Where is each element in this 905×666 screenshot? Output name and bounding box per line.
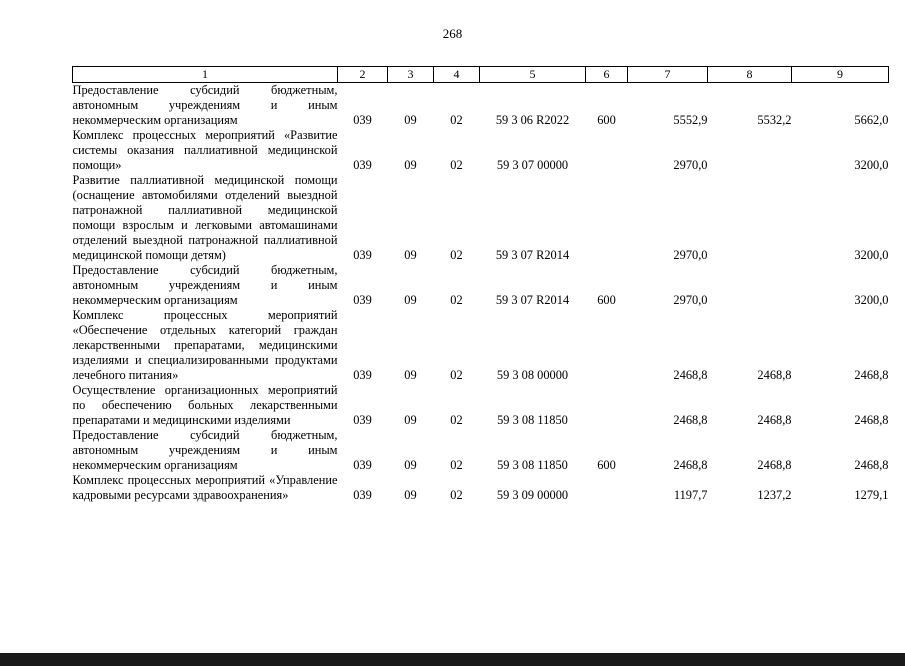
row-cell: 600 (597, 113, 616, 127)
row-cell: 09 (404, 488, 417, 502)
row-cell: 2970,0 (673, 248, 708, 262)
row-cell: 1197,7 (673, 488, 708, 502)
header-cell: 9 (792, 67, 889, 83)
row-cell: 039 (353, 293, 372, 307)
table-body (73, 83, 889, 504)
row-cell: 039 (353, 248, 372, 262)
header-cell: 1 (73, 67, 338, 83)
row-cell: 59 3 09 00000 (496, 488, 569, 502)
row-cell: 3200,0 (854, 248, 889, 262)
row-cell: 5532,2 (757, 113, 792, 127)
row-cell (586, 308, 628, 383)
row-cell (708, 263, 792, 308)
row-description: Осуществление организационных мероприятий по обеспечению больных лекарственными препаратами и медицинскими изделиями (72, 383, 338, 427)
header-cell: 2 (338, 67, 388, 83)
row-cell: 09 (404, 293, 417, 307)
row-cell: 09 (404, 413, 417, 427)
table-row (73, 128, 889, 173)
row-cell: 09 (404, 368, 417, 382)
row-cell: 09 (404, 248, 417, 262)
row-cell: 09 (404, 458, 417, 472)
row-cell (586, 383, 628, 428)
row-cell: 2468,8 (673, 413, 708, 427)
row-cell: 02 (450, 413, 463, 427)
row-cell: 3200,0 (854, 293, 889, 307)
header-cell: 8 (708, 67, 792, 83)
row-cell: 2468,8 (757, 368, 792, 382)
row-cell: 02 (450, 488, 463, 502)
row-cell: 2468,8 (854, 413, 889, 427)
row-cell: 5552,9 (673, 113, 708, 127)
row-cell: 02 (450, 368, 463, 382)
row-cell: 2468,8 (854, 458, 889, 472)
row-cell: 2468,8 (757, 413, 792, 427)
header-cell: 5 (480, 67, 586, 83)
row-cell: 2468,8 (673, 368, 708, 382)
row-cell: 600 (597, 293, 616, 307)
row-cell: 2468,8 (673, 458, 708, 472)
row-cell (708, 173, 792, 263)
table-row (73, 83, 889, 129)
row-description: Предоставление субсидий бюджетным, автономным учреждениям и иным некоммерческим организациям (72, 263, 338, 307)
header-cell: 6 (586, 67, 628, 83)
row-cell: 2468,8 (757, 458, 792, 472)
row-cell: 02 (450, 158, 463, 172)
row-description: Комплекс процессных мероприятий «Обеспечение отдельных категорий граждан лекарственными препаратами, медицинскими изделиями и специализированными продуктами лечебного питания» (72, 308, 338, 382)
budget-table (72, 66, 889, 503)
row-cell: 1237,2 (757, 488, 792, 502)
row-cell: 5662,0 (854, 113, 889, 127)
row-description: Комплекс процессных мероприятий «Развитие системы оказания паллиативной медицинской помощи» (72, 128, 338, 172)
row-cell: 2468,8 (854, 368, 889, 382)
row-cell: 2970,0 (673, 158, 708, 172)
row-cell: 59 3 08 11850 (497, 458, 568, 472)
document-page (0, 26, 905, 666)
row-cell: 59 3 08 00000 (496, 368, 569, 382)
row-cell: 59 3 06 R2022 (495, 113, 570, 127)
row-cell: 039 (353, 368, 372, 382)
row-cell: 600 (597, 458, 616, 472)
row-cell (586, 473, 628, 503)
row-description: Развитие паллиативной медицинской помощи (оснащение автомобилями отделений выездной патронажной паллиативной медицинской помощи взрослым и легковыми автомашинами отделений выездной патронажной паллиативной медицинской помощи детям) (72, 173, 338, 262)
header-row (73, 67, 889, 83)
page-number: 268 (442, 26, 463, 41)
row-description: Предоставление субсидий бюджетным, автономным учреждениям и иным некоммерческим организациям (72, 428, 338, 472)
row-cell: 1279,1 (854, 488, 889, 502)
row-cell: 2970,0 (673, 293, 708, 307)
row-cell: 3200,0 (854, 158, 889, 172)
row-cell: 039 (353, 158, 372, 172)
row-cell: 02 (450, 293, 463, 307)
table-row (73, 263, 889, 308)
table-row (73, 173, 889, 263)
table-row (73, 428, 889, 473)
header-cell: 7 (628, 67, 708, 83)
row-cell (586, 128, 628, 173)
row-cell: 59 3 07 R2014 (495, 293, 570, 307)
screen-bottom-edge (0, 653, 905, 666)
row-cell: 59 3 07 00000 (496, 158, 569, 172)
row-cell: 039 (353, 413, 372, 427)
row-cell: 59 3 07 R2014 (495, 248, 570, 262)
row-description: Предоставление субсидий бюджетным, автономным учреждениям и иным некоммерческим организациям (72, 83, 338, 127)
row-description: Комплекс процессных мероприятий «Управление кадровыми ресурсами здравоохранения» (72, 473, 338, 502)
row-cell: 09 (404, 113, 417, 127)
header-cell: 3 (388, 67, 434, 83)
header-cell: 4 (434, 67, 480, 83)
row-cell: 039 (353, 113, 372, 127)
row-cell (586, 173, 628, 263)
row-cell: 039 (353, 488, 372, 502)
row-cell (708, 128, 792, 173)
row-cell: 02 (450, 248, 463, 262)
row-cell: 039 (353, 458, 372, 472)
table-row (73, 473, 889, 503)
row-cell: 59 3 08 11850 (497, 413, 568, 427)
table-row (73, 383, 889, 428)
row-cell: 02 (450, 113, 463, 127)
row-cell: 02 (450, 458, 463, 472)
row-cell: 09 (404, 158, 417, 172)
table-row (73, 308, 889, 383)
